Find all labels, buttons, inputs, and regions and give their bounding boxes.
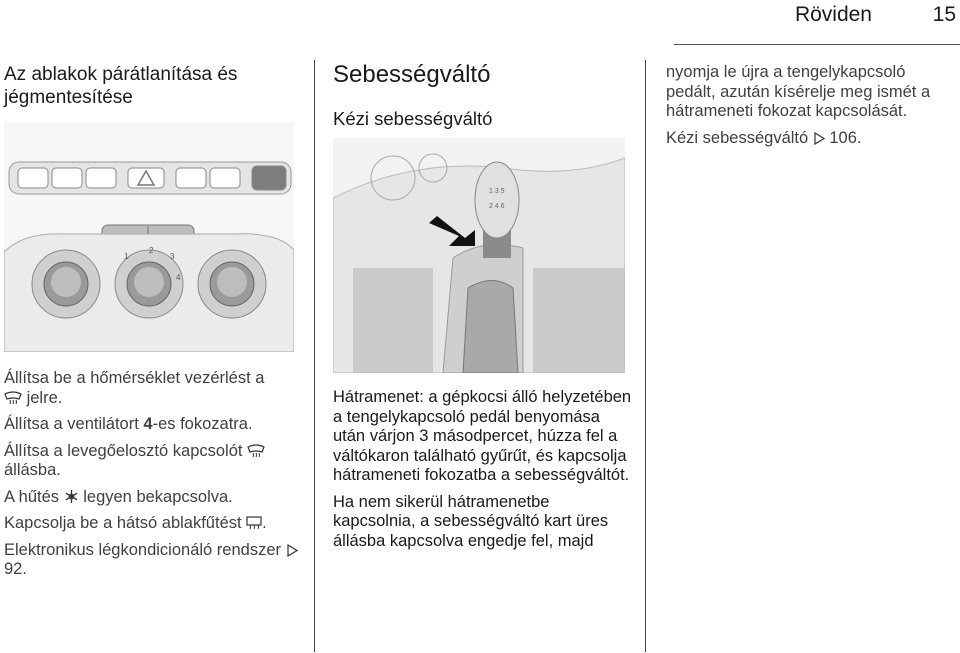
column-divider-left: [314, 60, 315, 652]
cross-reference-text: Elektronikus légkondicionáló rendszer: [4, 540, 281, 559]
paragraph-text: Kapcsolja be a hátsó ablakfűtést: [4, 514, 242, 532]
paragraph-text: Állítsa a levegőelosztó kapcsolót: [4, 441, 243, 460]
windscreen-defrost-icon: [247, 444, 265, 458]
paragraph-text: .: [262, 514, 267, 532]
section-heading-defrost: Az ablakok párátlanítása és jégmentesítése: [4, 64, 238, 108]
header-rule: [674, 44, 960, 45]
middle-column-text: [333, 388, 633, 558]
page-reference-arrow-icon: [286, 544, 298, 557]
svg-text:2 4 6: 2 4 6: [489, 203, 505, 210]
paragraph-text: -es fokozatra.: [152, 415, 253, 433]
paragraph-text: A hűtés: [4, 487, 60, 506]
page-reference-arrow-icon: [813, 132, 825, 145]
right-column-text: [666, 63, 958, 155]
windscreen-defrost-icon: [4, 391, 22, 405]
svg-text:1: 1: [124, 252, 129, 261]
page-reference: 92.: [4, 560, 27, 578]
running-header-title: Röviden: [794, 3, 872, 26]
paragraph-text: állásba.: [4, 461, 61, 479]
cross-reference-text: Kézi sebességváltó: [666, 128, 809, 147]
svg-text:4: 4: [176, 273, 181, 282]
paragraph-text: Állítsa a ventilátort: [4, 415, 139, 433]
gear-shift-figure: [333, 138, 625, 373]
climate-control-figure: [4, 122, 294, 352]
snowflake-icon: [64, 489, 79, 504]
fan-speed-value: 4: [143, 415, 153, 433]
left-column-text: [4, 369, 304, 587]
sub-title-manual-transmission: Kézi sebességváltó: [333, 108, 493, 129]
paragraph-text: legyen bekapcsolva.: [83, 487, 233, 506]
page-number: 15: [932, 3, 956, 26]
rear-window-heating-icon: [246, 516, 262, 530]
paragraph-reverse-gear: Hátramenet: a gépkocsi álló helyzetében a tengelykapcsoló pedál benyomása után várjon 3 másodpercet, húzza fel a váltókaron található gyűrűt, és kapcsolja hátrameneti fokozatba a sebességváltót.: [333, 388, 632, 484]
paragraph-continuation: nyomja le újra a tengelykapcsoló pedált, azután kísérelje meg ismét a hátrameneti fokozat kapcsolását.: [666, 63, 931, 120]
column-divider-right: [645, 60, 646, 652]
svg-text:2: 2: [149, 246, 154, 255]
svg-text:3: 3: [170, 252, 175, 261]
svg-text:1 3 5: 1 3 5: [489, 188, 505, 195]
paragraph-text: Állítsa be a hőmérséklet vezérlést a: [4, 369, 265, 387]
paragraph-reverse-retry: Ha nem sikerül hátramenetbe kapcsolnia, a sebességváltó kart üres állásba kapcsolva engedje fel, majd: [333, 492, 609, 550]
manual-gear-shift-icon: [333, 138, 625, 373]
page-reference: 106.: [829, 128, 862, 147]
climate-control-panel-icon: [4, 122, 294, 352]
paragraph-text: jelre.: [26, 388, 63, 407]
section-title-transmission: Sebességváltó: [333, 61, 491, 88]
